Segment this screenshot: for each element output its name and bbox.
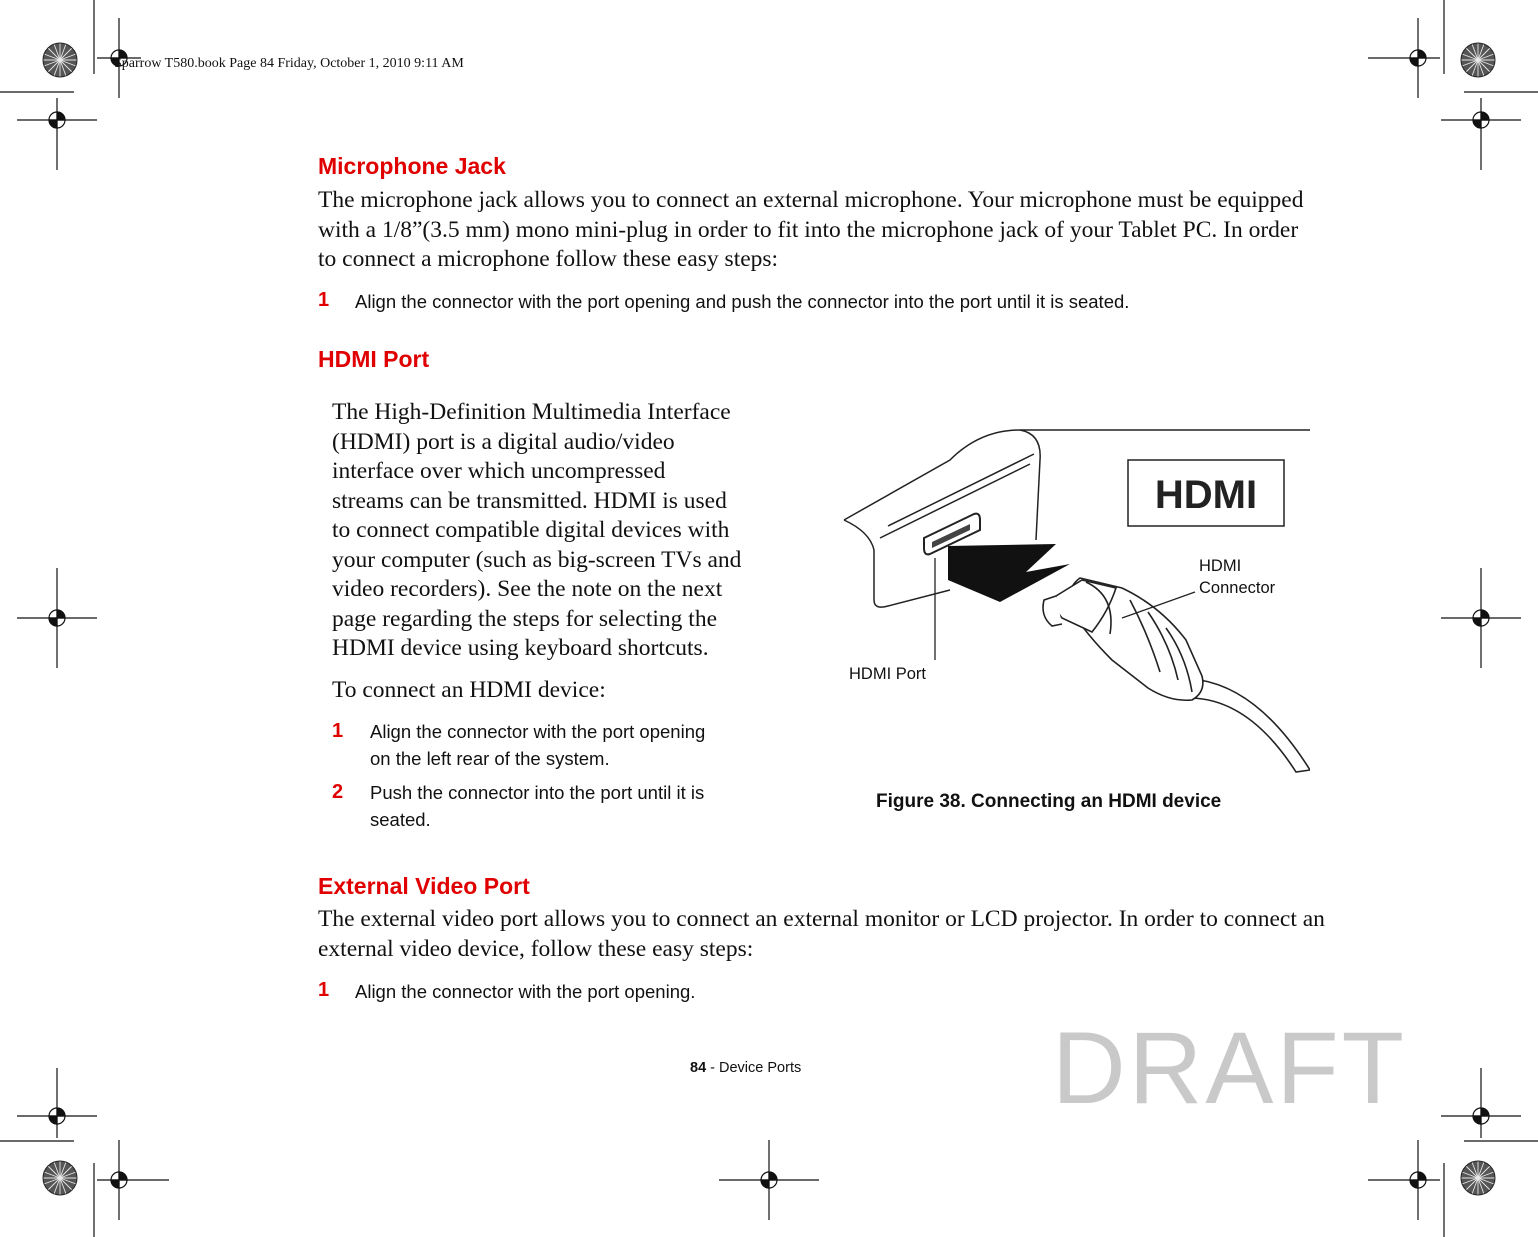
text-line: your computer (such as big-screen TVs and (332, 546, 742, 573)
step-text: Align the connector with the port opening. (355, 981, 696, 1002)
hdmi-connection-figure (830, 420, 1310, 780)
text-line: The microphone jack allows you to connect an external microphone. Your microphone must be equipped (318, 187, 1304, 213)
page-number: 84 (690, 1060, 707, 1076)
cable (1192, 680, 1310, 772)
insertion-arrow (948, 544, 1070, 602)
figure-caption: Figure 38. Connecting an HDMI device (876, 791, 1222, 812)
text-line: with a 1/8”(3.5 mm) mono mini-plug in order to fit into the microphone jack of your Tablet PC. In order (318, 216, 1299, 243)
step-number: 2 (332, 781, 344, 803)
hdmi-logo-text: HDMI (1154, 473, 1258, 517)
text-line: (HDMI) port is a digital audio/video (332, 428, 675, 455)
registration-target (1368, 18, 1440, 98)
hdmi-connect-lead: To connect an HDMI device: (332, 677, 606, 703)
step-line: seated. (370, 809, 431, 830)
step-text (370, 779, 704, 833)
text-line: The external video port allows you to connect an external monitor or LCD projector. In order to connect an (318, 906, 1325, 932)
footer-section: - Device Ports (706, 1060, 802, 1076)
text-line: to connect a microphone follow these easy steps: (318, 246, 779, 272)
hdmi-intro (332, 398, 772, 664)
book-info-header: Sparrow T580.book Page 84 Friday, October 1, 2010 9:11 AM (114, 56, 464, 71)
text-line: streams can be transmitted. HDMI is used (332, 487, 727, 514)
calibration-starburst (43, 43, 77, 77)
registration-target (1368, 1140, 1440, 1220)
hdmi-port-label: HDMI Port (849, 665, 927, 683)
text-line: external video device, follow these easy steps: (318, 935, 754, 962)
registration-target (17, 1068, 97, 1138)
registration-target (17, 568, 97, 668)
registration-target (17, 98, 97, 170)
microphone-intro (318, 186, 1378, 275)
step-number: 1 (318, 289, 330, 311)
text-line: HDMI device using keyboard shortcuts. (332, 635, 709, 661)
hdmi-connector-label-line2: Connector (1199, 579, 1276, 597)
section-heading-hdmi-port: HDMI Port (318, 346, 430, 372)
draft-watermark: DRAFT (1052, 1011, 1407, 1125)
step-text: Align the connector with the port opening and push the connector into the port until it is seated. (355, 291, 1130, 312)
step-line: Align the connector with the port opening (370, 721, 706, 742)
text-line: video recorders). See the note on the next (332, 576, 723, 602)
text-line: The High-Definition Multimedia Interface (332, 399, 731, 425)
step-line: on the left rear of the system. (370, 748, 610, 769)
step-text (370, 718, 705, 772)
step-line: Push the connector into the port until it is (370, 782, 705, 803)
external-video-intro (318, 905, 1378, 964)
text-line: page regarding the steps for selecting the (332, 605, 717, 632)
page-footer (690, 1060, 801, 1076)
section-heading-microphone-jack: Microphone Jack (318, 153, 506, 179)
step-number: 1 (332, 720, 344, 742)
registration-target (719, 1140, 819, 1220)
hdmi-connector-label-line1: HDMI (1199, 557, 1242, 575)
calibration-starburst (1461, 1161, 1495, 1195)
registration-target (1441, 568, 1521, 668)
text-line: to connect compatible digital devices with (332, 517, 730, 543)
calibration-starburst (43, 1161, 77, 1195)
registration-target (1441, 98, 1521, 170)
calibration-starburst (1461, 43, 1495, 77)
registration-target (97, 1140, 169, 1220)
text-line: interface over which uncompressed (332, 458, 666, 484)
section-heading-external-video-port: External Video Port (318, 873, 530, 899)
registration-target (1441, 1068, 1521, 1138)
step-number: 1 (318, 979, 330, 1001)
